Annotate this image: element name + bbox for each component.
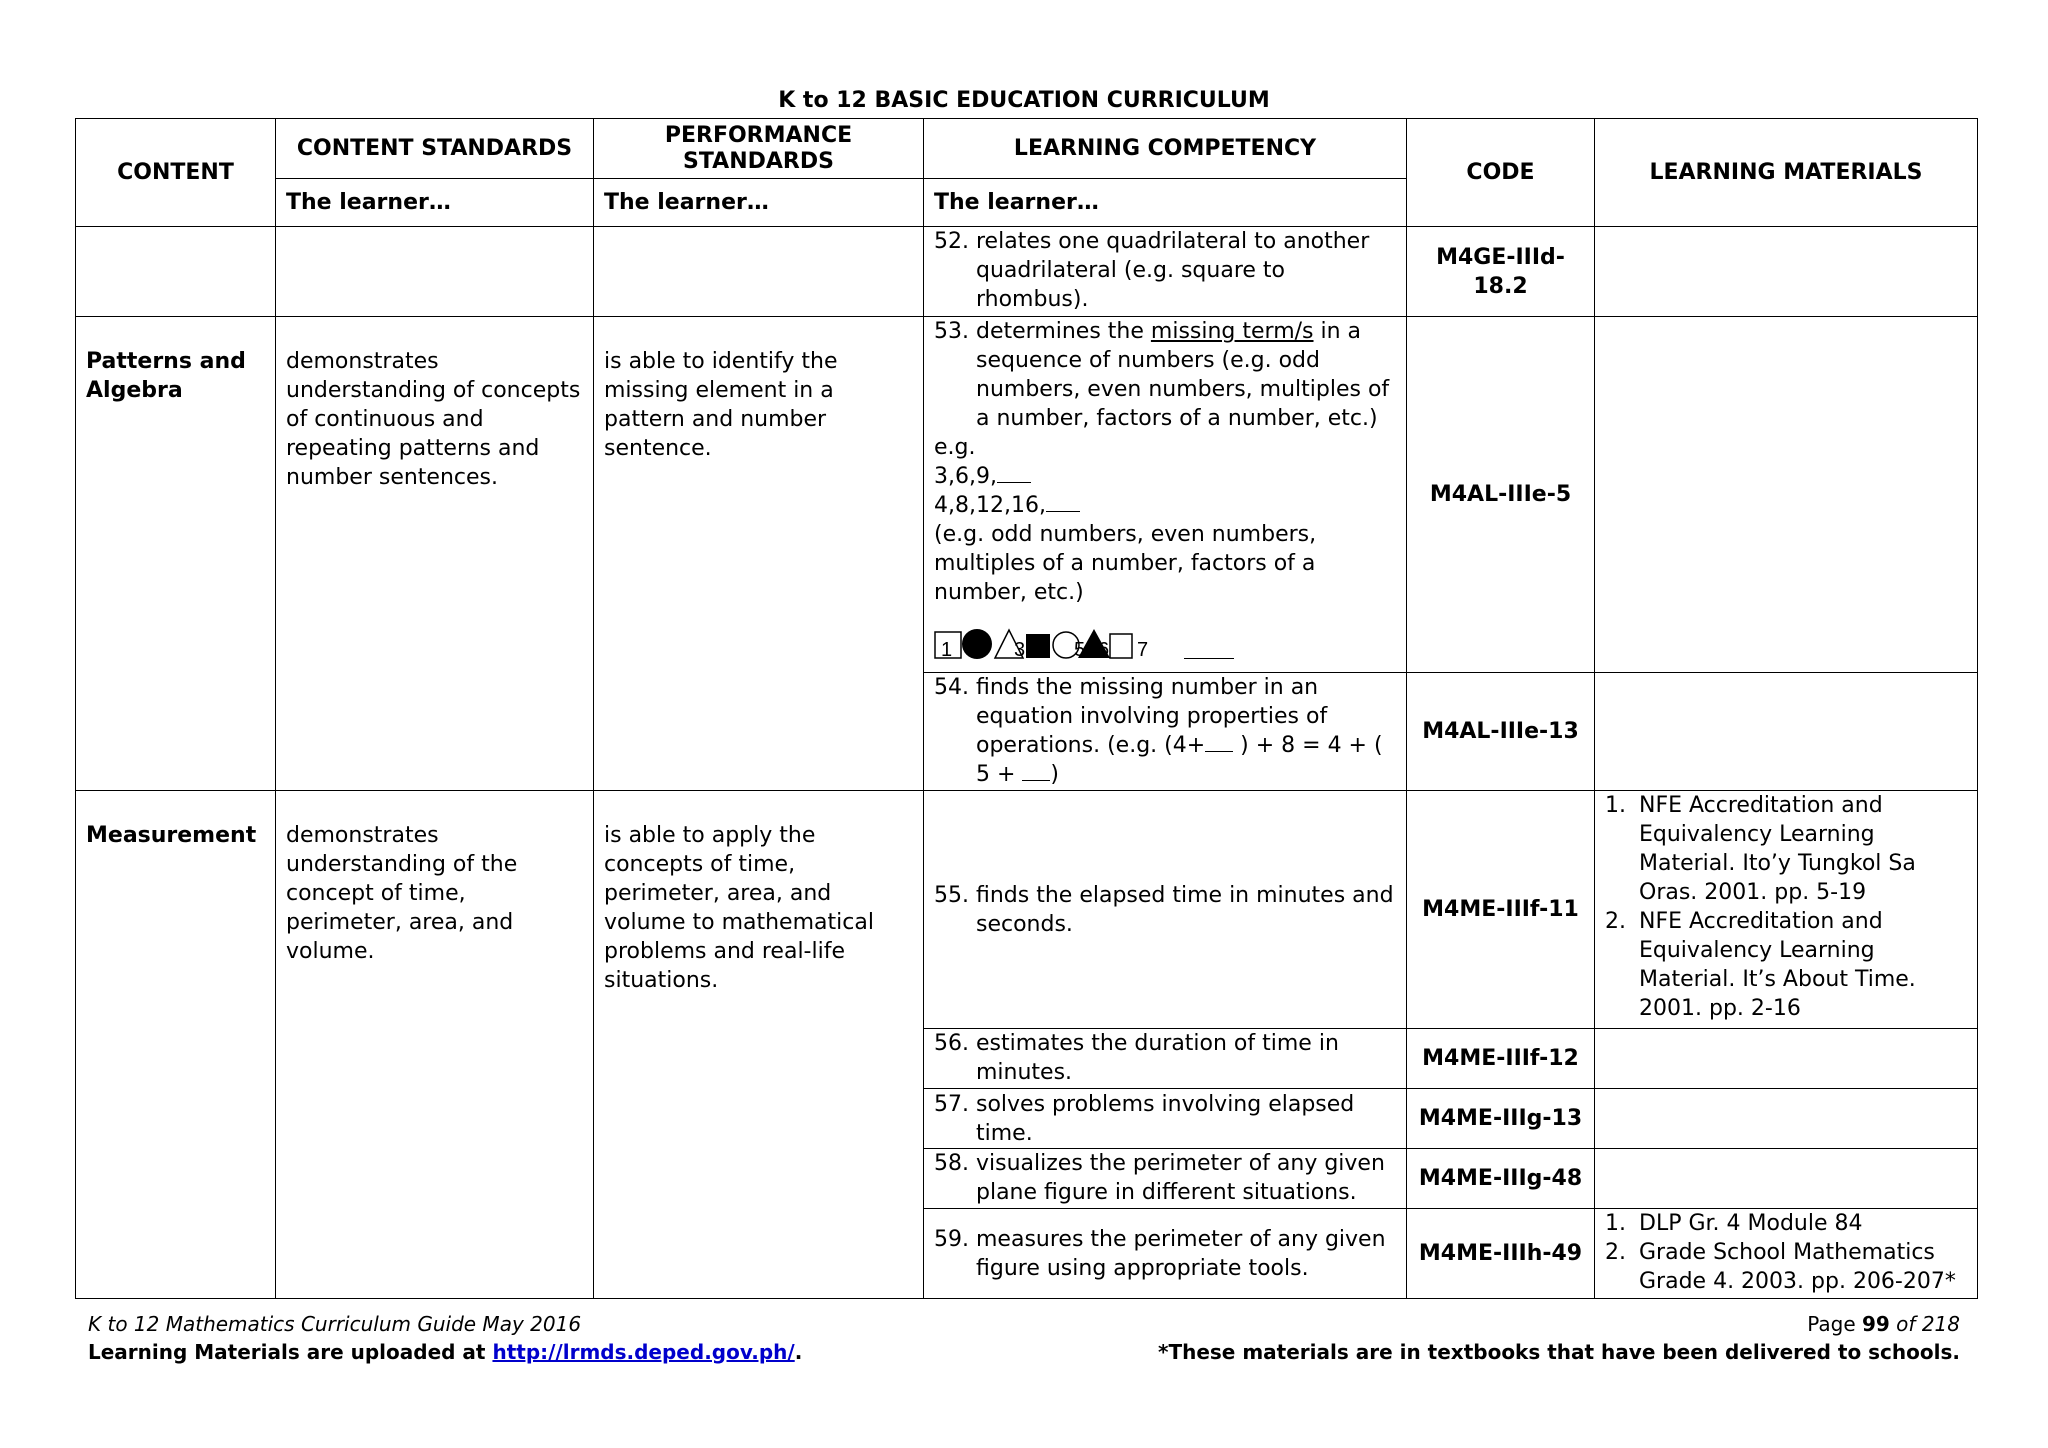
content-measurement: Measurement [76, 791, 276, 1299]
code-59: M4ME-IIIh-49 [1407, 1209, 1595, 1299]
shape-pattern-figure [934, 627, 1164, 659]
content-standard-patterns: demonstrates understanding of concepts of continuous and repeating patterns and number sentences. [276, 317, 594, 791]
code-57: M4ME-IIIg-13 [1407, 1089, 1595, 1149]
shape-number: 5 [1074, 639, 1086, 659]
code-56: M4ME-IIIf-12 [1407, 1029, 1595, 1089]
competency-59: 59. measures the perimeter of any given figure using appropriate tools. [924, 1209, 1407, 1299]
materials-55: 1. NFE Accreditation and Equivalency Learning Material. Ito’y Tungkol Sa Oras. 2001. pp. 5-19 2. NFE Accreditation and Equivalency Learning Material. It’s About Time. 2001. pp. 2-16 [1595, 791, 1978, 1029]
header-content-standards: CONTENT STANDARDS [276, 119, 594, 179]
competency-54: 54. finds the missing number in an equation involving properties of operations. (e.g. (4+ ) + 8 = 4 + ( 5 + ) [924, 673, 1407, 791]
page-number: Page 99 of 218 [1807, 1312, 1960, 1336]
performance-standard-patterns: is able to identify the missing element in a pattern and number sentence. [594, 317, 924, 791]
header-learning-competency: LEARNING COMPETENCY [924, 119, 1407, 179]
table-row [76, 227, 1978, 317]
shape-number: 6 [1098, 639, 1110, 659]
competency-58: 58. visualizes the perimeter of any given plane figure in different situations. [924, 1149, 1407, 1209]
competency-52: 52. relates one quadrilateral to another quadrilateral (e.g. square to rhombus). [924, 227, 1407, 317]
textbook-note: *These materials are in textbooks that have been delivered to schools. [1158, 1340, 1960, 1364]
learner-label: The learner… [594, 179, 924, 227]
code-55: M4ME-IIIf-11 [1407, 791, 1595, 1029]
shape-number: 3 [1014, 639, 1026, 659]
content-patterns-algebra: Patterns and Algebra [76, 317, 276, 791]
shape-number: 1 [941, 639, 953, 659]
document-title: K to 12 BASIC EDUCATION CURRICULUM [778, 88, 1270, 113]
curriculum-table [75, 118, 1978, 1299]
code-58: M4ME-IIIg-48 [1407, 1149, 1595, 1209]
header-code: CODE [1407, 119, 1595, 227]
shape-pattern [934, 627, 1396, 659]
footer-upload-line: Learning Materials are uploaded at http://lrmds.deped.gov.ph/. *These materials are in textbooks that have been delivered to schools. [88, 1340, 1960, 1364]
code-53: M4AL-IIIe-5 [1407, 317, 1595, 673]
competency-number: 52. [934, 229, 969, 254]
header-learning-materials: LEARNING MATERIALS [1595, 119, 1978, 227]
materials-59: 1. DLP Gr. 4 Module 84 2. Grade School Mathematics Grade 4. 2003. pp. 206-207* [1595, 1209, 1978, 1299]
header-performance-standards: PERFORMANCE STANDARDS [594, 119, 924, 179]
table-row [76, 791, 1978, 1029]
lrmds-link[interactable]: http://lrmds.deped.gov.ph/ [492, 1340, 795, 1364]
header-content: CONTENT [76, 119, 276, 227]
competency-57: 57. solves problems involving elapsed time. [924, 1089, 1407, 1149]
competency-53: 53. determines the missing term/s in a sequence of numbers (e.g. odd numbers, even numbers, multiples of a number, factors of a number, etc.) e.g. 3,6,9, 4,8,12,16, (e.g. odd numbers, even numbers, multiples of a number, factors of a number, etc.) 1 3 5 6 7 [924, 317, 1407, 673]
curriculum-guide-label: K to 12 Mathematics Curriculum Guide May 2016 [88, 1312, 582, 1336]
competency-55: 55. finds the elapsed time in minutes and seconds. [924, 791, 1407, 1029]
code-54: M4AL-IIIe-13 [1407, 673, 1595, 791]
table-row [76, 317, 1978, 673]
footer-guide-line [88, 1312, 1960, 1336]
learner-label: The learner… [276, 179, 594, 227]
shape-number: 7 [1137, 639, 1149, 659]
content-standard-measurement: demonstrates understanding of the concept of time, perimeter, area, and volume. [276, 791, 594, 1299]
code-52: M4GE-IIId-18.2 [1407, 227, 1595, 317]
performance-standard-measurement: is able to apply the concepts of time, perimeter, area, and volume to mathematical problems and real-life situations. [594, 791, 924, 1299]
learner-label: The learner… [924, 179, 1407, 227]
competency-56: 56. estimates the duration of time in minutes. [924, 1029, 1407, 1089]
